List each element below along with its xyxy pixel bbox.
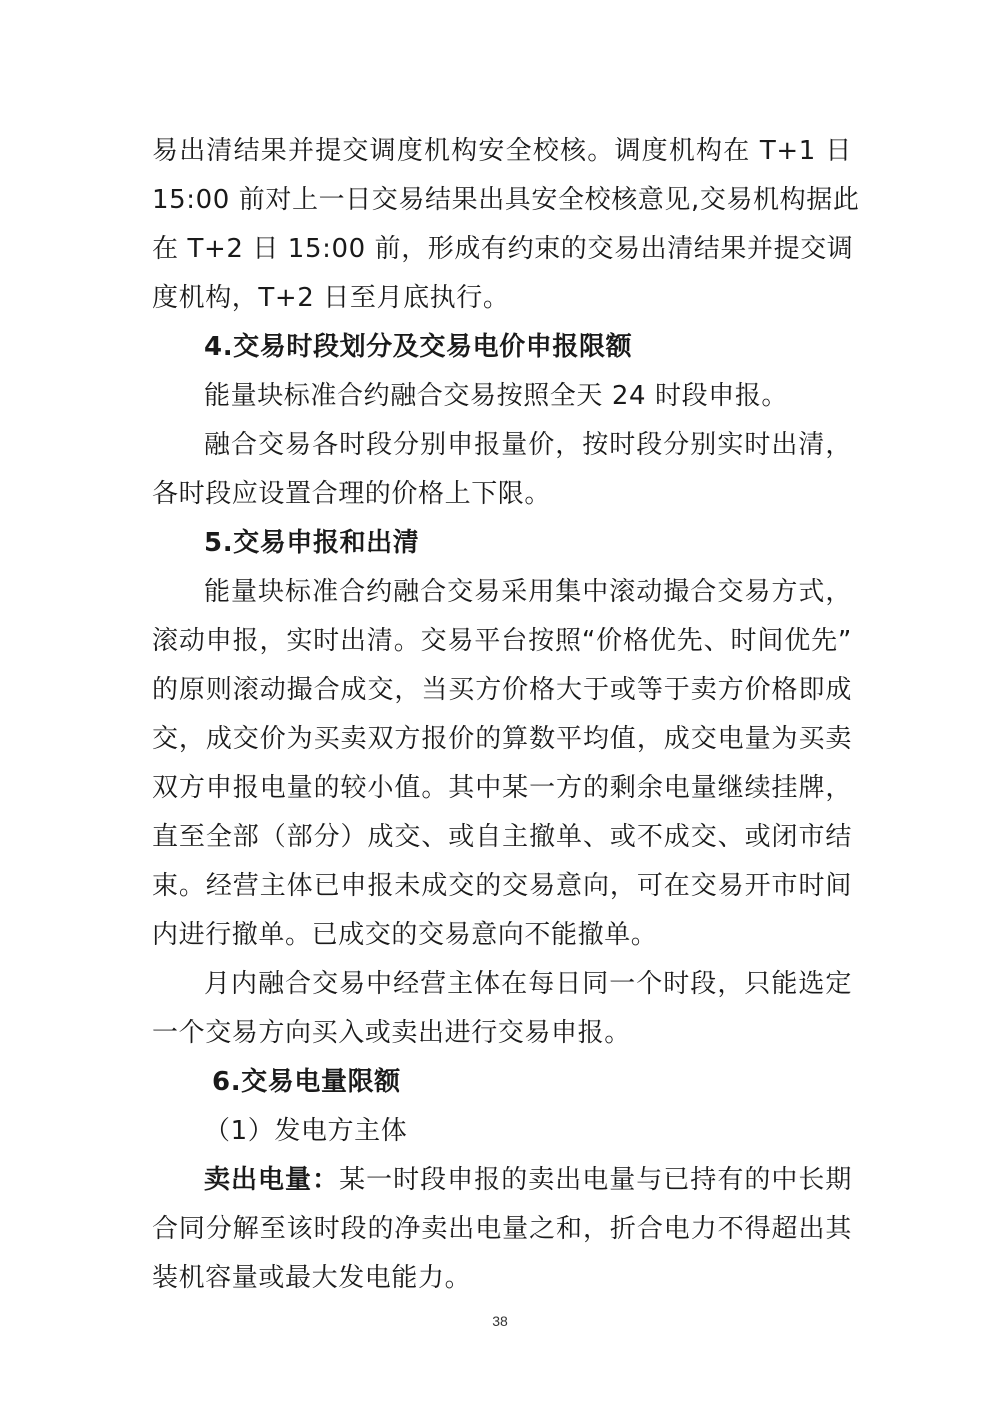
body-text-line: 合同分解至该时段的净卖出电量之和，折合电力不得超出其 — [152, 1214, 852, 1244]
body-text-line: 在 T+2 日 15:00 前，形成有约束的交易出清结果并提交调 — [152, 234, 854, 264]
body-text-line: 一个交易方向买入或卖出进行交易申报。 — [152, 1018, 631, 1048]
body-text-line: 内进行撤单。已成交的交易意向不能撤单。 — [152, 920, 658, 950]
body-text-line: 度机构，T+2 日至月底执行。 — [152, 283, 510, 313]
body-text-line: 易出清结果并提交调度机构安全校核。调度机构在 T+1 日 — [152, 136, 852, 166]
term-label: 卖出电量： — [204, 1165, 340, 1195]
term-text: 某一时段申报的卖出电量与已持有的中长期 — [339, 1165, 852, 1195]
section-heading-5: 5.交易申报和出清 — [204, 528, 420, 558]
subsection-heading: （1）发电方主体 — [204, 1116, 408, 1146]
body-text-line: 的原则滚动撮合成交，当买方价格大于或等于卖方价格即成 — [152, 675, 852, 705]
document-body — [152, 127, 860, 1303]
body-text-line: 月内融合交易中经营主体在每日同一个时段，只能选定 — [204, 969, 852, 999]
body-text-line: 各时段应设置合理的价格上下限。 — [152, 479, 552, 509]
body-text-line: 交，成交价为买卖双方报价的算数平均值，成交电量为买卖 — [152, 724, 852, 754]
body-text-line: 装机容量或最大发电能力。 — [152, 1263, 472, 1293]
body-text-line: 直至全部（部分）成交、或自主撤单、或不成交、或闭市结 — [152, 822, 852, 852]
section-heading-6: 6.交易电量限额 — [212, 1067, 401, 1097]
body-text-line: 双方申报电量的较小值。其中某一方的剩余电量继续挂牌， — [152, 773, 852, 803]
page-number: 38 — [492, 1313, 508, 1329]
body-text-line: 滚动申报，实时出清。交易平台按照“价格优先、时间优先” — [152, 626, 852, 656]
body-text-line: 能量块标准合约融合交易采用集中滚动撮合交易方式， — [204, 577, 852, 607]
body-text-line — [152, 1156, 852, 1205]
body-text-line: 能量块标准合约融合交易按照全天 24 时段申报。 — [204, 381, 789, 411]
body-text-line: 束。经营主体已申报未成交的交易意向，可在交易开市时间 — [152, 871, 852, 901]
body-text-line: 15:00 前对上一日交易结果出具安全校核意见,交易机构据此 — [152, 185, 860, 215]
body-text-line: 融合交易各时段分别申报量价，按时段分别实时出清， — [204, 430, 852, 460]
section-heading-4: 4.交易时段划分及交易电价申报限额 — [204, 332, 633, 362]
